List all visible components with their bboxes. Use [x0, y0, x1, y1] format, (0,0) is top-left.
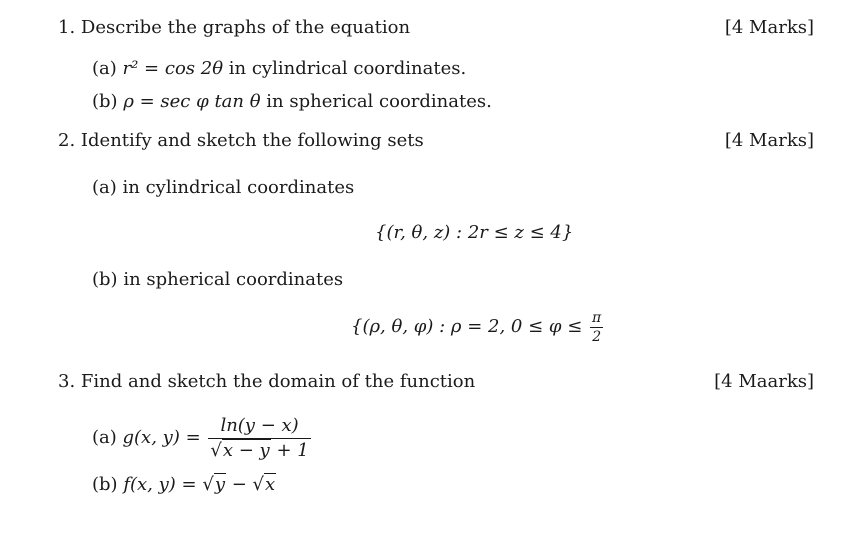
question-3-heading — [58, 371, 475, 393]
fraction-numerator: ln(y − x) — [220, 414, 299, 436]
function-lhs: g(x, y) = — [122, 427, 201, 448]
question-2a — [92, 177, 354, 199]
question-2b — [92, 269, 343, 291]
part-label: (b) — [92, 474, 118, 495]
square-root: √x − y — [210, 439, 270, 461]
radicand: x — [265, 474, 276, 495]
fraction-numerator: π — [592, 309, 602, 326]
question-2-heading — [58, 130, 424, 152]
function-fraction — [208, 415, 310, 462]
fraction-denominator: 2 — [590, 327, 603, 345]
question-1-heading — [58, 17, 410, 39]
part-text: in spherical coordinates — [123, 269, 344, 290]
part-label: (a) — [92, 177, 117, 198]
question-1a — [92, 58, 466, 80]
fraction-denominator — [208, 438, 310, 462]
question-3-number: 3. — [58, 371, 76, 392]
part-label: (b) — [92, 269, 118, 290]
question-3b — [92, 474, 276, 496]
question-2-text: Identify and sketch the following sets — [80, 130, 424, 151]
minus-sign: − — [231, 474, 247, 495]
question-3-text: Find and sketch the domain of the function — [80, 371, 476, 392]
part-text: in spherical coordinates. — [266, 91, 492, 112]
denominator-tail: + 1 — [276, 439, 309, 461]
set-spherical-prefix: {(ρ, θ, φ) : ρ = 2, 0 ≤ φ ≤ — [351, 316, 583, 337]
question-1-text: Describe the graphs of the equation — [80, 17, 411, 38]
set-spherical — [351, 308, 605, 346]
part-text: in cylindrical coordinates. — [228, 58, 467, 79]
part-label: (b) — [92, 91, 118, 112]
radicand: x − y — [222, 439, 270, 461]
equation: ρ = sec φ tan θ — [123, 91, 261, 112]
question-3a — [92, 412, 313, 464]
part-label: (a) — [92, 58, 117, 79]
square-root: √x — [252, 474, 276, 495]
question-1-marks: [4 Marks] — [724, 17, 814, 38]
question-3-marks: [4 Maarks] — [714, 371, 814, 392]
function-lhs: f(x, y) = — [123, 474, 197, 495]
square-root: √y — [202, 474, 225, 495]
question-2-number: 2. — [58, 130, 76, 151]
part-label: (a) — [92, 427, 117, 448]
question-1b — [92, 91, 492, 113]
question-2-marks: [4 Marks] — [724, 130, 814, 151]
part-text: in cylindrical coordinates — [122, 177, 355, 198]
pi-over-2-fraction — [590, 310, 603, 345]
question-1-number: 1. — [58, 17, 76, 38]
set-cylindrical: {(r, θ, z) : 2r ≤ z ≤ 4} — [375, 222, 574, 243]
equation: r² = cos 2θ — [122, 58, 224, 79]
radicand: y — [214, 474, 225, 495]
